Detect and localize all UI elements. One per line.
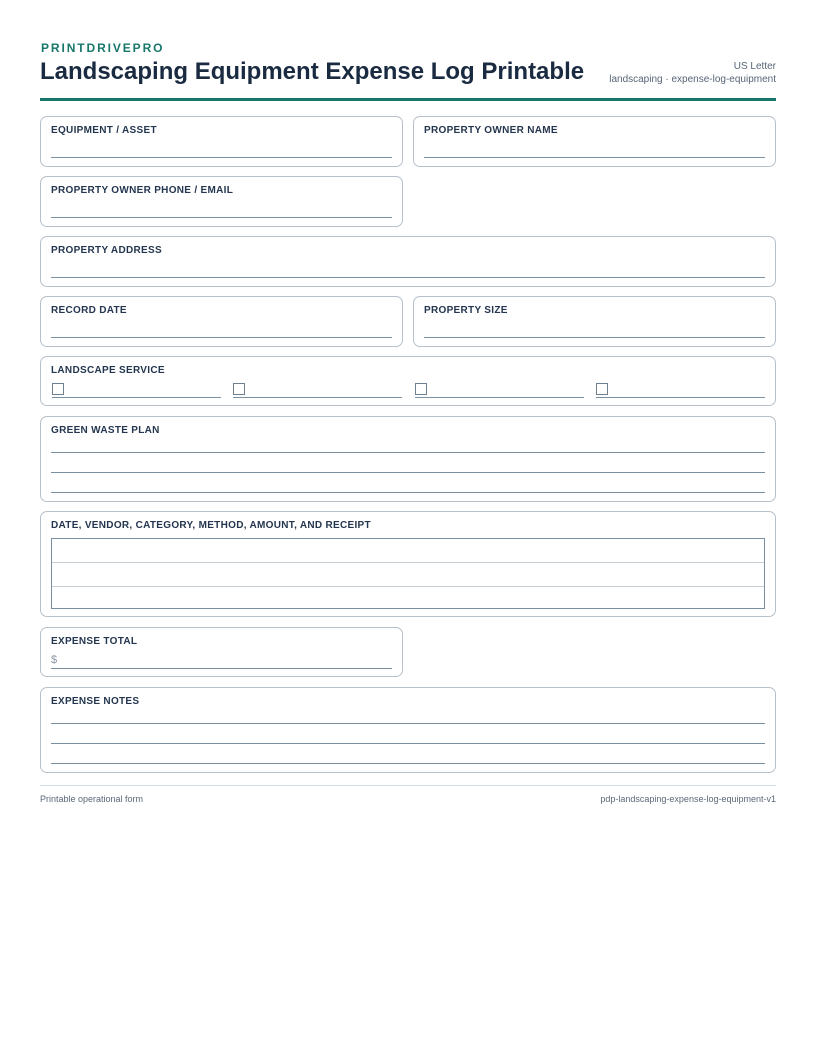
record-date-label: RECORD DATE [51, 305, 127, 316]
footer-description: Printable operational form [40, 794, 144, 804]
checkbox[interactable] [596, 383, 608, 395]
landscape-service-field [40, 356, 776, 406]
record-date-field [40, 296, 403, 347]
property-size-label: PROPERTY SIZE [424, 305, 508, 316]
expense-notes-line[interactable] [51, 763, 765, 764]
brand-name: PRINTDRIVEPRO [41, 41, 165, 55]
green-waste-plan-line[interactable] [51, 472, 765, 473]
landscape-service-option-4[interactable] [596, 383, 765, 398]
paper-size: US Letter [733, 61, 776, 72]
property-owner-name-field [413, 116, 776, 167]
green-waste-plan-line[interactable] [51, 452, 765, 453]
form-id: pdp-landscaping-expense-log-equipment-v1 [600, 794, 776, 804]
equipment-asset-line[interactable] [51, 157, 392, 158]
green-waste-plan-label: GREEN WASTE PLAN [51, 425, 160, 436]
page-footer [40, 785, 776, 804]
table-row[interactable] [52, 539, 764, 563]
equipment-asset-field [40, 116, 403, 167]
expense-total-label: EXPENSE TOTAL [51, 636, 138, 647]
expense-total-line[interactable] [51, 668, 392, 669]
property-size-field [413, 296, 776, 347]
table-row[interactable] [52, 587, 764, 610]
expense-total-field [40, 627, 403, 677]
landscape-service-label: LANDSCAPE SERVICE [51, 365, 165, 376]
expense-notes-field [40, 687, 776, 773]
currency-symbol: $ [51, 654, 58, 666]
property-address-field [40, 236, 776, 287]
property-owner-name-line[interactable] [424, 157, 765, 158]
expense-table [51, 538, 765, 609]
property-size-line[interactable] [424, 337, 765, 338]
equipment-asset-label: EQUIPMENT / ASSET [51, 125, 157, 136]
form-tags: landscaping · expense-log-equipment [609, 74, 776, 85]
checkbox[interactable] [415, 383, 427, 395]
landscape-service-option-3[interactable] [415, 383, 584, 398]
property-address-line[interactable] [51, 277, 765, 278]
green-waste-plan-line[interactable] [51, 492, 765, 493]
property-owner-name-label: PROPERTY OWNER NAME [424, 125, 558, 136]
expense-table-label: DATE, VENDOR, CATEGORY, METHOD, AMOUNT, AND RECEIPT [51, 520, 371, 531]
property-owner-contact-label: PROPERTY OWNER PHONE / EMAIL [51, 185, 234, 196]
table-row[interactable] [52, 563, 764, 587]
expense-table-field [40, 511, 776, 617]
landscape-service-option-2[interactable] [233, 383, 402, 398]
form-header [40, 40, 776, 101]
checkbox[interactable] [52, 383, 64, 395]
property-owner-contact-line[interactable] [51, 217, 392, 218]
green-waste-plan-field [40, 416, 776, 502]
form-meta [609, 60, 776, 86]
page-title: Landscaping Equipment Expense Log Printable [40, 58, 585, 85]
record-date-line[interactable] [51, 337, 392, 338]
expense-notes-label: EXPENSE NOTES [51, 696, 140, 707]
expense-notes-line[interactable] [51, 723, 765, 724]
property-address-label: PROPERTY ADDRESS [51, 245, 162, 256]
landscape-service-option-1[interactable] [52, 383, 221, 398]
property-owner-contact-field [40, 176, 403, 227]
expense-notes-line[interactable] [51, 743, 765, 744]
checkbox[interactable] [233, 383, 245, 395]
